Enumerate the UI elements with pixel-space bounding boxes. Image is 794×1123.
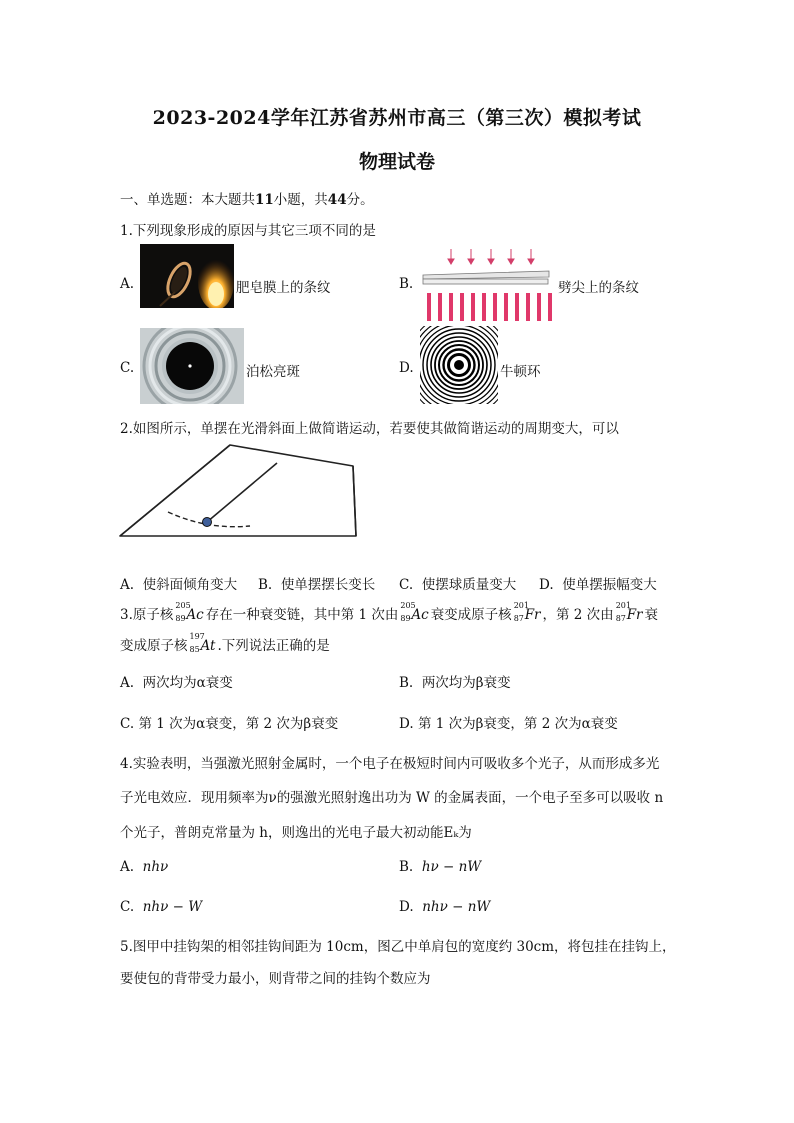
q2-option-b: B. 使单摆摆长变长	[258, 577, 376, 593]
q3-option-c: C. 第 1 次为α衰变，第 2 次为β衰变	[120, 716, 339, 732]
q1-stem: 1.下列现象形成的原因与其它三项不同的是	[120, 223, 376, 239]
section-prefix: 一、单选题：本大题共	[120, 192, 255, 208]
page-subtitle: 物理试卷	[358, 151, 435, 173]
q3-stem-line2: 变成原子核 197 85 At .下列说法正确的是	[120, 632, 330, 654]
q5-line2: 要使包的背带受力最小，则背带之间的挂钩个数应为	[120, 971, 431, 987]
q4-option-c: C. nhν − W	[120, 899, 203, 915]
q2-option-a: A. 使斜面倾角变大	[120, 577, 238, 593]
q1-option-b-text: 劈尖上的条纹	[558, 280, 639, 296]
q4-option-a: A. nhν	[120, 859, 169, 875]
q2-option-c: C. 使摆球质量变大	[399, 577, 517, 593]
q4-line3: 个光子，普朗克常量为 h，则逸出的光电子最大初动能Eₖ为	[120, 825, 472, 841]
wedge-fringes-image	[421, 247, 561, 323]
q1-option-d-label: D.	[399, 360, 414, 376]
q1-option-a-text: 肥皂膜上的条纹	[236, 280, 331, 296]
q5-line1: 5.图甲中挂钩架的相邻挂钩间距为 10cm，图乙中单肩包的宽度约 30cm，将包挂在挂钩上，	[120, 939, 676, 955]
incline-pendulum-diagram	[118, 442, 360, 542]
poisson-spot-image	[140, 328, 244, 404]
nuclide-at: 197 85 At	[189, 632, 216, 654]
nuclide-fr: 201 87 Fr	[513, 601, 541, 623]
q2-option-d: D. 使单摆振幅变大	[539, 577, 657, 593]
q4-line1: 4.实验表明，当强激光照射金属时，一个电子在极短时间内可吸收多个光子，从而形成多光	[120, 756, 660, 772]
q3-option-d: D. 第 1 次为β衰变，第 2 次为α衰变	[399, 716, 618, 732]
page-title: 2023-2024学年江苏省苏州市高三（第三次）模拟考试	[152, 107, 642, 129]
q1-option-d-text: 牛顿环	[500, 364, 541, 380]
q1-option-b-label: B.	[399, 276, 414, 292]
section-header	[120, 188, 374, 208]
q4-option-b: B. hν − nW	[399, 859, 482, 875]
q3-option-a: A. 两次均为α衰变	[120, 675, 233, 691]
nuclide-fr-2: 201 87 Fr	[615, 601, 643, 623]
q3-option-b: B. 两次均为β衰变	[399, 675, 511, 691]
section-count: 11	[255, 192, 274, 208]
section-score: 44	[327, 192, 347, 208]
q3-stem-line1: 3.原子核 205 89 Ac 存在一种衰变链，其中第 1 次由 205 89 Ac 衰变成原子核 201 87 Fr ，第 2 次由 201 87 Fr 衰	[120, 601, 659, 623]
nuclide-ac: 205 89 Ac	[175, 601, 204, 623]
newton-rings-image	[420, 326, 498, 404]
q1-option-a-label: A.	[120, 276, 135, 292]
q1-option-c-label: C.	[120, 360, 135, 376]
q2-stem: 2.如图所示，单摆在光滑斜面上做简谐运动，若要使其做简谐运动的周期变大，可以	[120, 421, 619, 437]
q1-option-c-text: 泊松亮斑	[246, 364, 300, 380]
q4-option-d: D. nhν − nW	[399, 899, 491, 915]
q4-line2: 子光电效应．现用频率为ν的强激光照射逸出功为 W 的金属表面，一个电子至多可以吸收 n	[120, 790, 664, 806]
nuclide-ac-2: 205 89 Ac	[400, 601, 429, 623]
section-suffix: 分。	[346, 192, 374, 208]
soap-film-image	[140, 244, 234, 308]
section-mid: 小题，共	[273, 192, 328, 208]
